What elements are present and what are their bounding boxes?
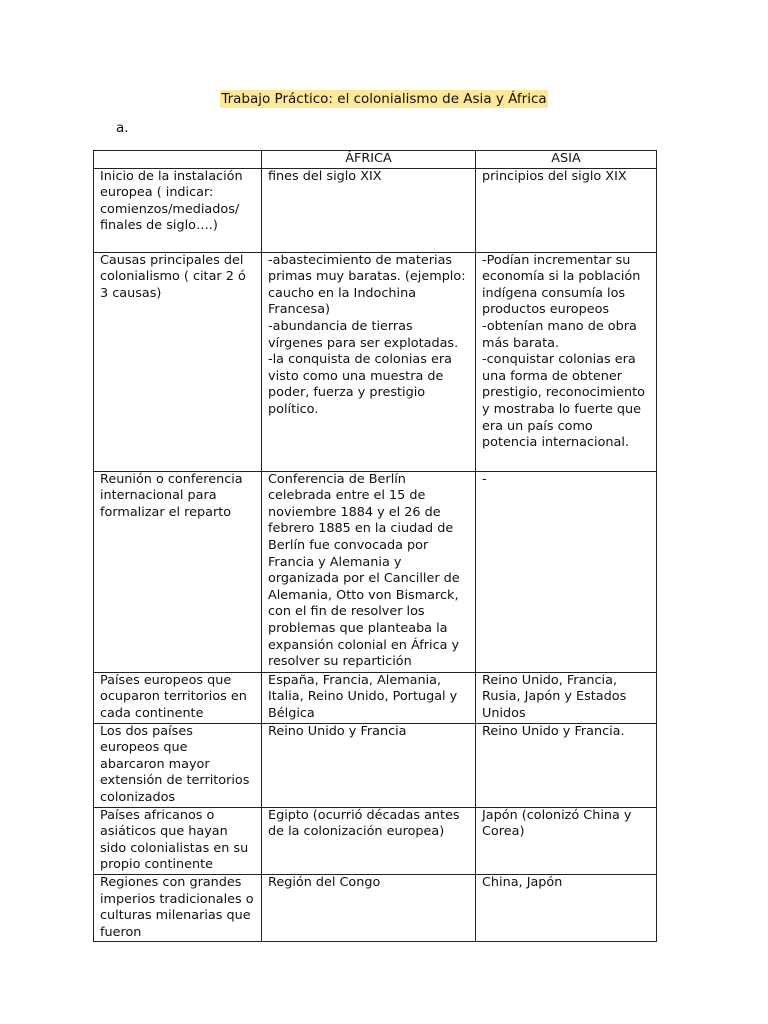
table-row [94,672,657,723]
asia-cell [476,168,657,252]
africa-cell [262,168,476,252]
table-row [94,471,657,672]
asia-cell-text: Japón (colonizó China y Corea) [482,807,632,840]
document-title: Trabajo Práctico: el colonialismo de Asia y África [221,91,547,107]
row-label-text: Inicio de la instalación europea ( indicar: comienzos/mediados/ finales de siglo….) [100,168,243,234]
africa-cell [262,874,476,941]
africa-cell [262,807,476,874]
asia-cell [476,252,657,471]
row-label [94,168,262,252]
row-label-text: Países africanos o asiáticos que hayan sido colonialistas en su propio continente [100,807,249,873]
asia-cell-text: - [482,471,487,487]
table-row [94,168,657,252]
africa-cell-text: Reino Unido y Francia [268,723,407,739]
asia-cell-text: China, Japón [482,874,563,890]
asia-cell [476,723,657,807]
row-label [94,471,262,672]
asia-cell [476,874,657,941]
row-label [94,723,262,807]
table-row [94,252,657,471]
asia-cell-text: Reino Unido, Francia, Rusia, Japón y Estados Unidos [482,672,627,721]
africa-cell-text: fines del siglo XIX [268,168,382,184]
africa-cell-text: Conferencia de Berlín celebrada entre el 15 de noviembre 1884 y el 26 de febrero 1885 en la ciudad de Berlín fue convocada por Francia y Alemania y organizada por el Canciller de Alemania, Otto von Bismarck, con el fin de resolver los problemas que planteaba la expansión colonial en África y resolver su repartición [268,471,460,670]
africa-cell [262,723,476,807]
row-label-text: Países europeos que ocuparon territorios en cada continente [100,672,247,721]
row-label-text: Regiones con grandes imperios tradicionales o culturas milenarias que fueron [100,874,254,940]
asia-cell [476,807,657,874]
row-label [94,807,262,874]
list-marker: a. [116,120,129,136]
africa-cell [262,252,476,471]
africa-cell-text: España, Francia, Alemania, Italia, Reino Unido, Portugal y Bélgica [268,672,458,721]
table-header-row [94,151,657,169]
table-row [94,723,657,807]
africa-cell [262,672,476,723]
asia-cell [476,672,657,723]
title-wrapper [0,88,768,108]
table-row [94,874,657,941]
colonialism-table [93,150,657,942]
africa-cell-text: Región del Congo [268,874,381,890]
asia-cell-text: -Podían incrementar su economía si la población indígena consumía los productos europeos -obtenían mano de obra más barata. -conquistar colonias era una forma de obtener prestigio, reconocimiento y mostraba lo fuerte que era un país como potencia internacional. [482,252,645,451]
africa-cell-text: Egipto (ocurrió décadas antes de la colonización europea) [268,807,460,840]
asia-cell-text: Reino Unido y Francia. [482,723,625,739]
asia-cell-text: principios del siglo XIX [482,168,627,184]
africa-cell [262,471,476,672]
header-asia: ASIA [476,151,657,169]
asia-cell [476,471,657,672]
row-label-text: Causas principales del colonialismo ( citar 2 ó 3 causas) [100,252,246,301]
row-label [94,672,262,723]
row-label-text: Los dos países europeos que abarcaron mayor extensión de territorios colonizados [100,723,250,805]
table-row [94,807,657,874]
africa-cell-text: -abastecimiento de materias primas muy baratas. (ejemplo: caucho en la Indochina Francesa) -abundancia de tierras vírgenes para ser explotadas. -la conquista de colonias era visto como una muestra de poder, fuerza y prestigio político. [268,252,466,417]
header-africa: ÁFRICA [262,151,476,169]
row-label [94,874,262,941]
row-label-text: Reunión o conferencia internacional para formalizar el reparto [100,471,243,520]
header-empty [94,151,262,169]
row-label [94,252,262,471]
